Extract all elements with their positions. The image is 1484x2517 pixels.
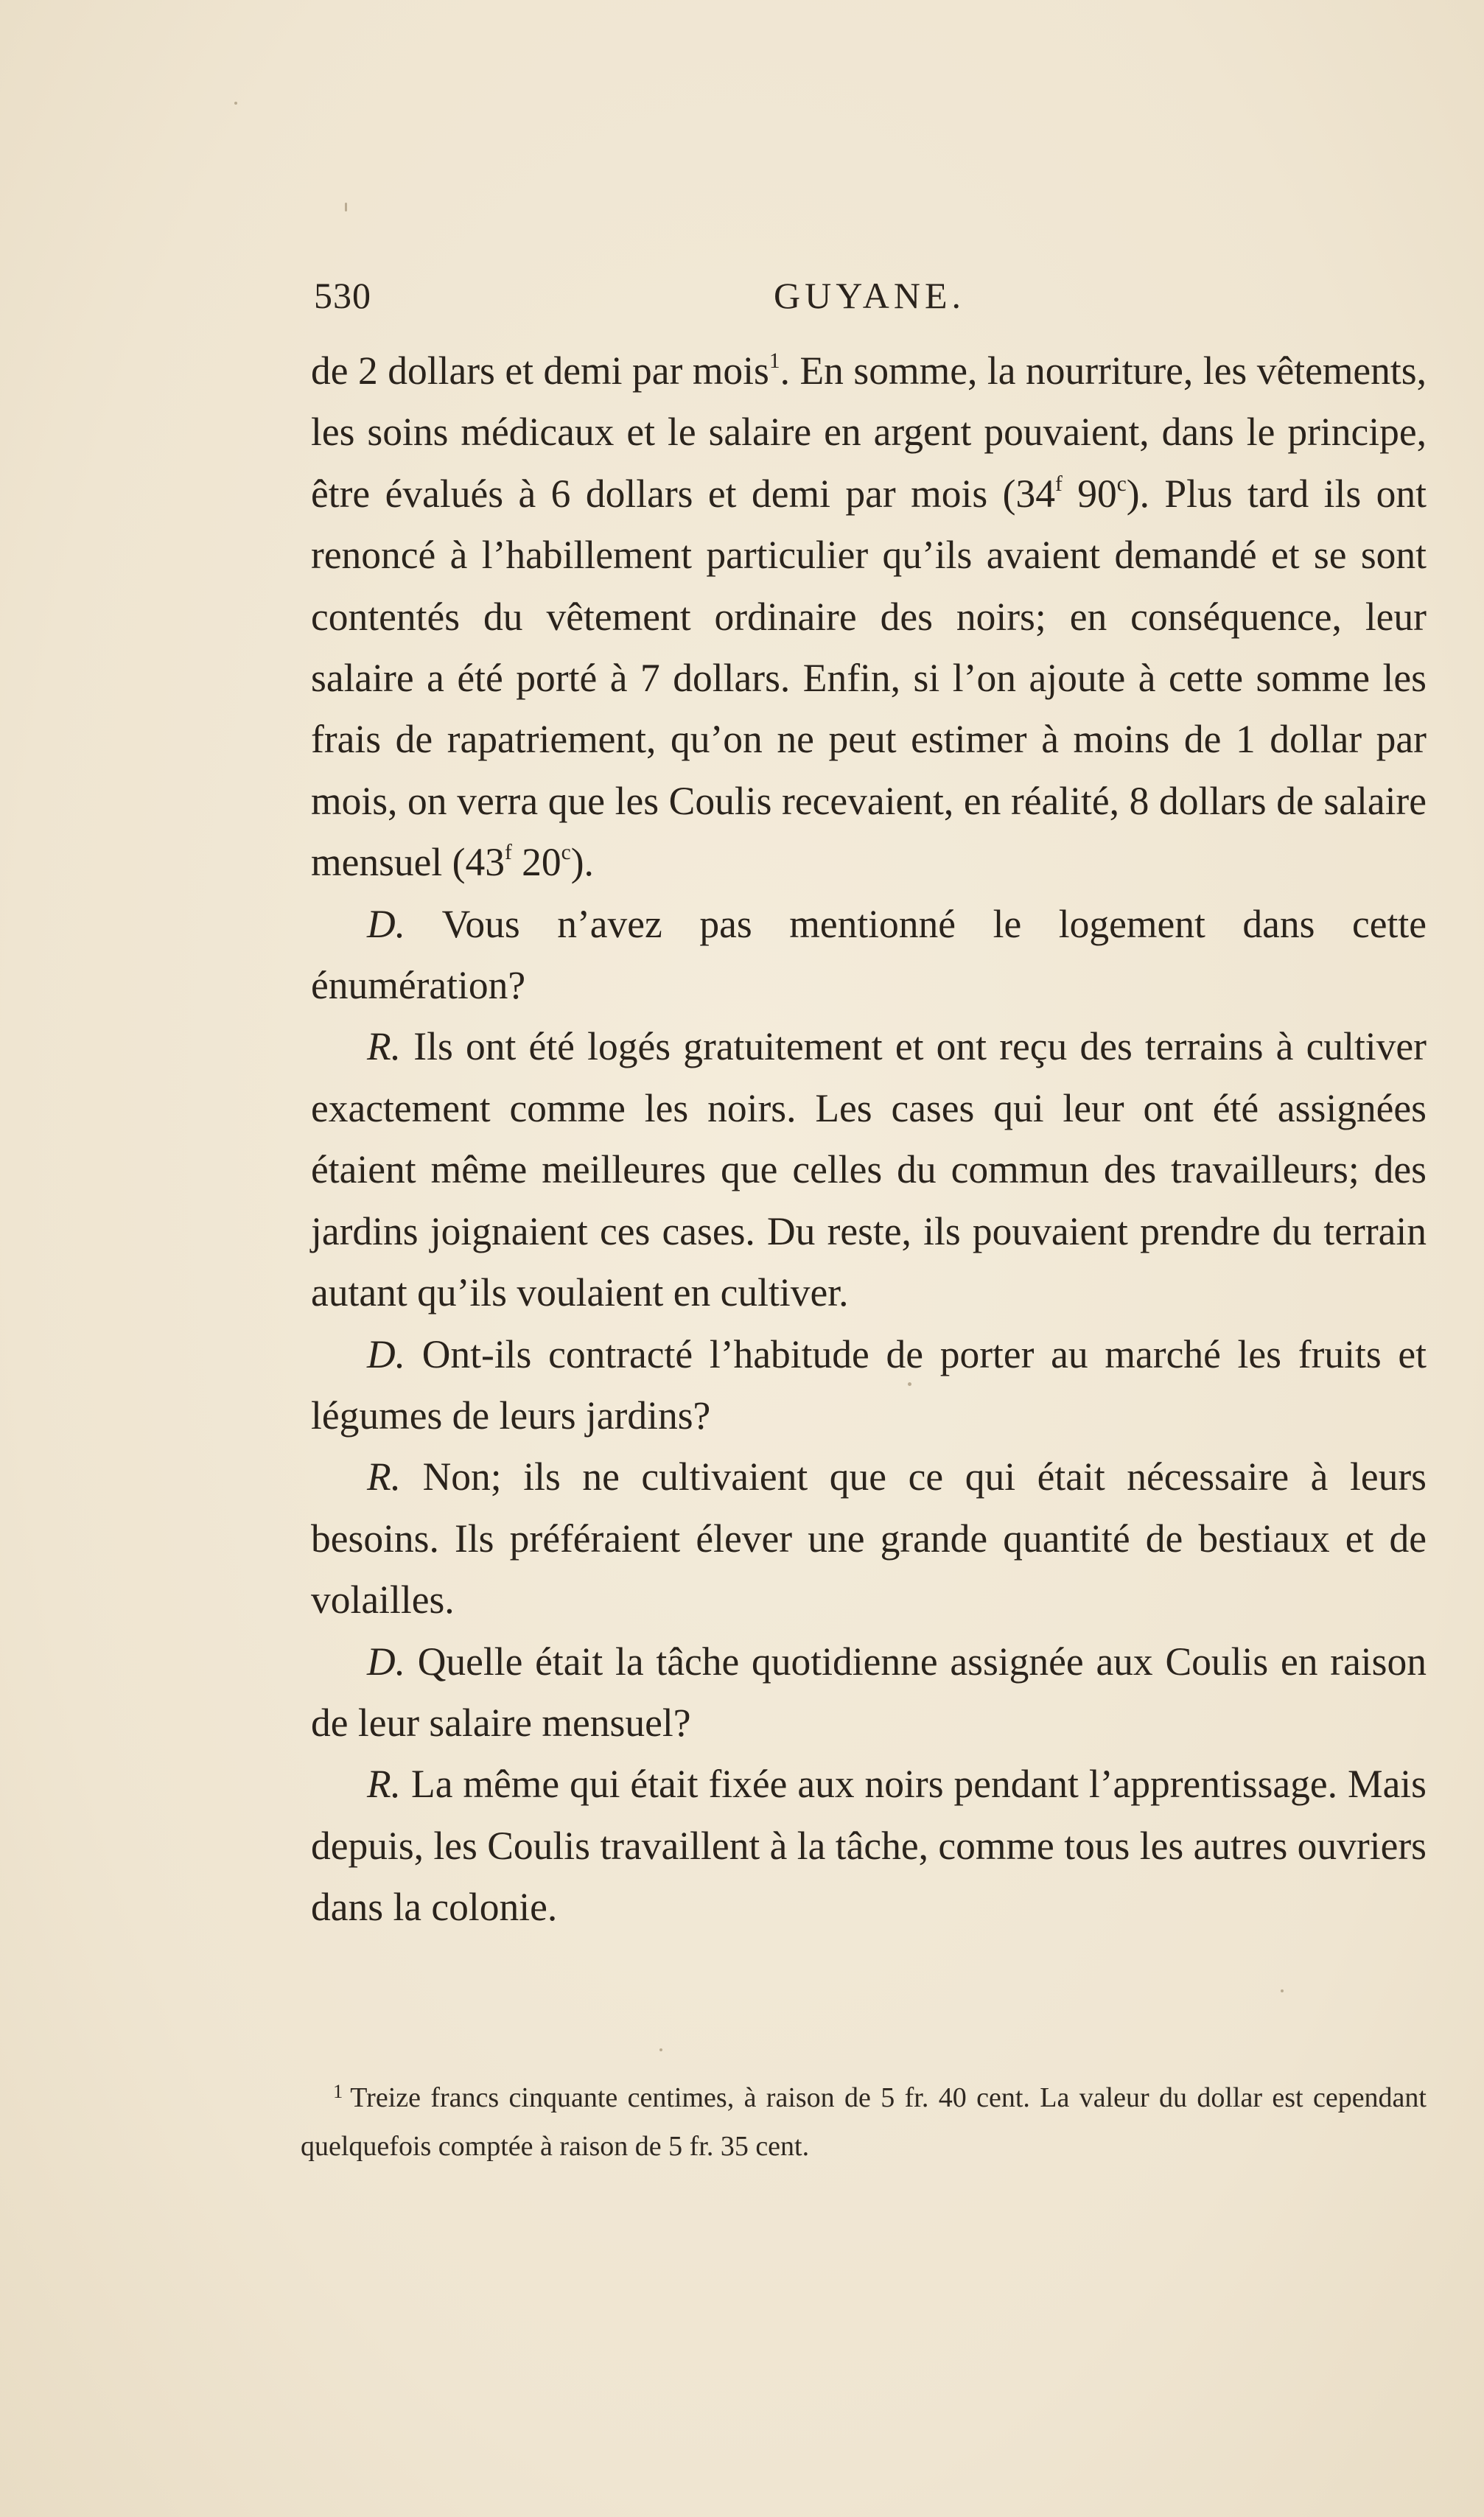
answer-paragraph [311, 1446, 1427, 1631]
speaker-label: D. [367, 1639, 406, 1684]
dialogue-text: La même qui était fixée aux noirs pendant l’apprentissage. Mais depuis, les Coulis travaillent à la tâche, comme tous les autres ouvriers dans la colonie. [311, 1762, 1427, 1930]
dialogue-text: Ont-ils contracté l’habitude de porter au marché les fruits et légumes de leurs jardins? [311, 1331, 1427, 1438]
unit-superscript: c [1116, 472, 1127, 496]
paper-speck [659, 2048, 662, 2051]
answer-paragraph [311, 1754, 1427, 1938]
text-run: . En somme, la nourriture, les vêtements, les soins médicaux et le salaire en argent pouvaient, dans le principe, être évalués à 6 dollars et demi par mois (34 [311, 349, 1427, 516]
question-paragraph [311, 1631, 1427, 1754]
paper-speck [234, 102, 237, 105]
dialogue-text: Vous n’avez pas mentionné le logement dans cette énumération? [311, 901, 1427, 1008]
text-run: ). [570, 840, 594, 885]
main-text [311, 340, 1427, 1939]
footnote-reference: 1 [769, 349, 780, 373]
running-title: GUYANE. [774, 275, 966, 316]
dialogue-text: Non; ils ne cultivaient que ce qui était nécessaire à leurs besoins. Ils préféraient élever une grande quantité de bestiaux et de volailles. [311, 1454, 1427, 1622]
paper-speck [908, 1382, 911, 1386]
unit-superscript: c [561, 841, 571, 865]
speaker-label: D. [367, 901, 406, 946]
question-paragraph [311, 1324, 1427, 1447]
footnotes [301, 2067, 1427, 2171]
text-run: ). Plus tard ils ont renoncé à l’habillement particulier qu’ils avaient demandé et se sont contentés du vêtement ordinaire des noirs; en conséquence, leur salaire a été porté à 7 dollars. Enfin, si l’on ajoute à cette somme les frais de rapatriement, qu’on ne peut estimer à moins de 1 dollar par mois, on verra que les Coulis recevaient, en réalité, 8 dollars de salaire mensuel (43 [311, 471, 1427, 885]
speaker-label: R. [367, 1024, 402, 1069]
question-paragraph [311, 894, 1427, 1017]
speaker-label: R. [367, 1454, 402, 1499]
speaker-label: D. [367, 1331, 406, 1376]
text-run: 90 [1062, 471, 1117, 516]
dialogue-text: Quelle était la tâche quotidienne assignée aux Coulis en raison de leur salaire mensuel? [311, 1639, 1427, 1745]
text-run: de 2 dollars et demi par mois [311, 349, 769, 393]
unit-superscript: f [1054, 472, 1063, 496]
footnote-marker: 1 [333, 2080, 343, 2102]
paper-speck [345, 203, 347, 211]
text-run: 20 [511, 840, 561, 885]
answer-paragraph [311, 1016, 1427, 1323]
dialogue-text: Ils ont été logés gratuitement et ont reçu des terrains à cultiver exactement comme les noirs. Les cases qui leur ont été assignées étaient même meilleures que celles du commun des travailleurs; des jardins joignaient ces cases. Du reste, ils pouvaient prendre du terrain autant qu’ils voulaient en cultiver. [311, 1024, 1427, 1315]
page-header [311, 274, 1427, 326]
page-number: 530 [314, 275, 371, 316]
footnote [301, 2067, 1427, 2171]
paragraph-salary [311, 340, 1427, 894]
paper-speck [1281, 1989, 1284, 1992]
speaker-label: R. [367, 1762, 402, 1807]
unit-superscript: f [504, 841, 512, 865]
footnote-text: Treize francs cinquante centimes, à raison de 5 fr. 40 cent. La valeur du dollar est cependant quelquefois comptée à raison de 5 fr. 35 cent. [301, 2082, 1427, 2162]
